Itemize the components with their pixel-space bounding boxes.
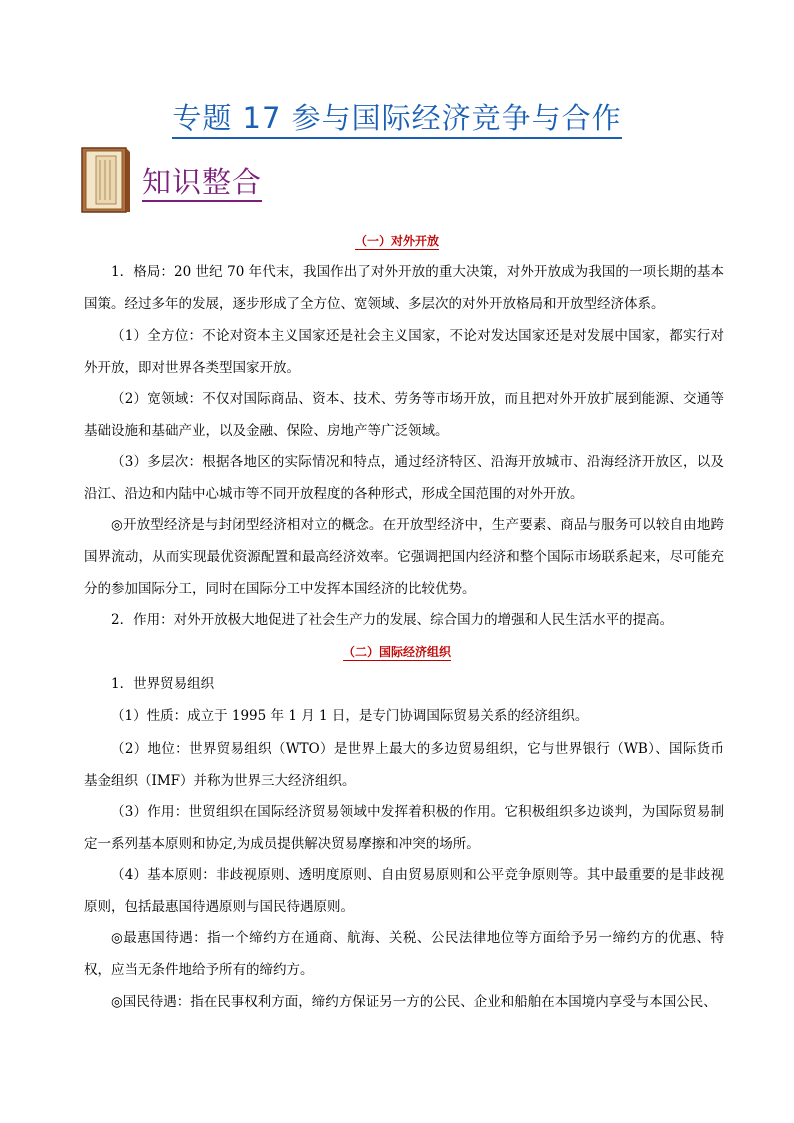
paragraph: （2）宽领域：不仅对国际商品、资本、技术、劳务等市场开放，而且把对外开放扩展到能源、交通等基础设施和基础产业，以及金融、保险、房地产等广泛领域。 [84,391,724,439]
section-heading [0,643,794,660]
paragraph: 1．格局：20 世纪 70 年代末，我国作出了对外开放的重大决策，对外开放成为我国的一项长期的基本国策。经过多年的发展，逐步形成了全方位、宽领域、多层次的对外开放格局和开放型经济体系。 [84,264,724,312]
paragraph: （3）作用：世贸组织在国际经济贸易领域中发挥着积极的作用。它积极组织多边谈判，为国际贸易制定一系列基本原则和协定,为成员提供解决贸易摩擦和冲突的场所。 [84,804,724,852]
paragraph: （3）多层次：根据各地区的实际情况和特点，通过经济特区、沿海开放城市、沿海经济开放区，以及沿江、沿边和内陆中心城市等不同开放程度的各种形式，形成全国范围的对外开放。 [84,454,724,502]
page-title [0,96,794,137]
paragraph: 2．作用：对外开放极大地促进了社会生产力的发展、综合国力的增强和人民生活水平的提高。 [111,612,674,628]
paragraph: （1）全方位：不论对资本主义国家还是社会主义国家，不论对发达国家还是对发展中国家，都实行对外开放，即对世界各类型国家开放。 [84,328,724,376]
paragraph: （4）基本原则：非歧视原则、透明度原则、自由贸易原则和公平竞争原则等。其中最重要的是非歧视原则，包括最惠国待遇原则与国民待遇原则。 [84,867,724,915]
section-heading-text: （一）对外开放 [354,234,439,248]
section-heading [0,232,794,249]
paragraph: （2）地位：世界贸易组织（WTO）是世界上最大的多边贸易组织，它与世界银行（WB）、国际货币基金组织（IMF）并称为世界三大经济组织。 [84,741,724,789]
paragraph: 1．世界贸易组织 [111,676,215,692]
note-paragraph: ◎最惠国待遇：指一个缔约方在通商、航海、关税、公民法律地位等方面给予另一缔约方的优惠、特权，应当无条件地给予所有的缔约方。 [84,930,724,978]
note-paragraph: ◎开放型经济是与封闭型经济相对立的概念。在开放型经济中，生产要素、商品与服务可以较自由地跨国界流动，从而实现最优资源配置和最高经济效率。它强调把国内经济和整个国际市场联系起来，尽可能充分的参加国际分工，同时在国际分工中发挥本国经济的比较优势。 [84,517,724,597]
note-paragraph: ◎国民待遇：指在民事权利方面，缔约方保证另一方的公民、企业和船舶在本国境内享受与本国公民、 [111,994,717,1010]
paragraph: （1）性质：成立于 1995 年 1 月 1 日，是专门协调国际贸易关系的经济组织。 [111,708,589,724]
book-icon [80,146,132,214]
page-title-text: 专题 17 参与国际经济竞争与合作 [172,101,621,139]
section-banner: 知识整合 [142,164,262,202]
section-heading-text: （二）国际经济组织 [342,645,451,659]
